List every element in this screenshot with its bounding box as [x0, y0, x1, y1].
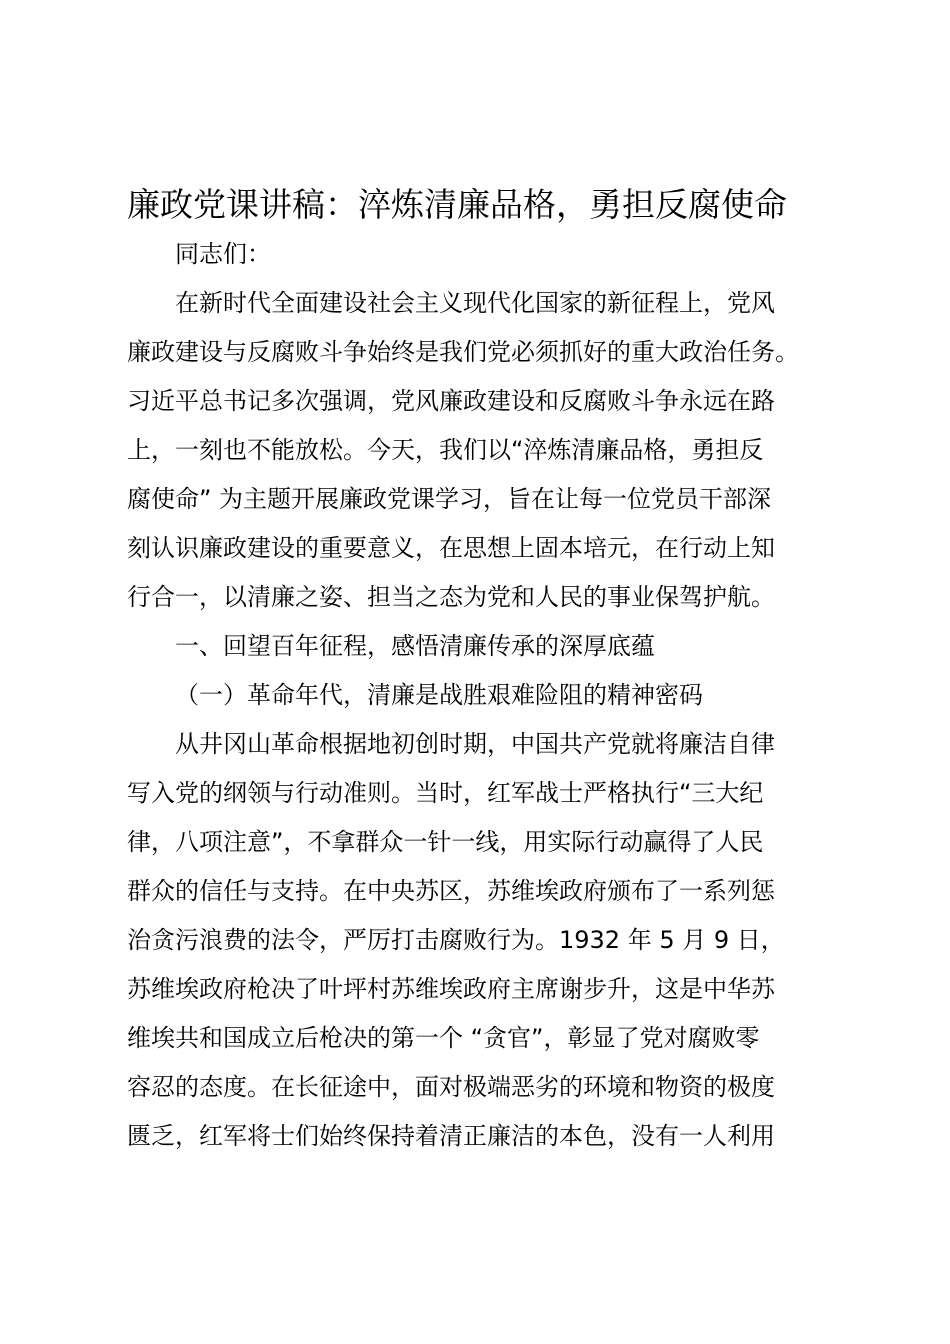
paragraph-line: 群众的信任与支持。在中央苏区，苏维埃政府颁布了一系列惩 [127, 877, 775, 905]
paragraph-line: 匮乏，红军将士们始终保持着清正廉洁的本色，没有一人利用 [127, 1122, 775, 1150]
salutation: 同志们： [175, 240, 271, 268]
section-paragraph [127, 720, 832, 1161]
paragraph-line: 治贪污浪费的法令，严厉打击腐败行为。1932 年 5 月 9 日， [127, 926, 785, 954]
paragraph-line: 在新时代全面建设社会主义现代化国家的新征程上，党风 [175, 289, 775, 317]
section-heading: 一、回望百年征程，感悟清廉传承的深厚底蕴 [175, 632, 655, 660]
intro-paragraph [127, 279, 832, 622]
paragraph-line: 廉政建设与反腐败斗争始终是我们党必须抓好的重大政治任务。 [127, 338, 799, 366]
paragraph-line: 维埃共和国成立后枪决的第一个 “贪官”，彰显了党对腐败零 [127, 1024, 760, 1052]
paragraph-line: 腐使命” 为主题开展廉政党课学习，旨在让每一位党员干部深 [127, 485, 772, 513]
paragraph-line: 从井冈山革命根据地初创时期，中国共产党就将廉洁自律 [175, 730, 775, 758]
paragraph-line: 上，一刻也不能放松。今天，我们以“淬炼清廉品格，勇担反 [127, 436, 764, 464]
paragraph-line: 行合一，以清廉之姿、担当之态为党和人民的事业保驾护航。 [127, 583, 775, 611]
subsection-heading: （一）革命年代，清廉是战胜艰难险阻的精神密码 [175, 681, 703, 709]
paragraph-line: 容忍的态度。在长征途中，面对极端恶劣的环境和物资的极度 [127, 1073, 775, 1101]
page-title: 廉政党课讲稿：淬炼清廉品格，勇担反腐使命 [127, 185, 787, 224]
paragraph-line: 刻认识廉政建设的重要意义，在思想上固本培元，在行动上知 [127, 534, 775, 562]
paragraph-line: 苏维埃政府枪决了叶坪村苏维埃政府主席谢步升，这是中华苏 [127, 975, 775, 1003]
document-body [127, 230, 832, 1161]
paragraph-line: 写入党的纲领与行动准则。当时，红军战士严格执行“三大纪 [127, 779, 764, 807]
paragraph-line: 习近平总书记多次强调，党风廉政建设和反腐败斗争永远在路 [127, 387, 775, 415]
paragraph-line: 律，八项注意”，不拿群众一针一线，用实际行动赢得了人民 [127, 828, 764, 856]
